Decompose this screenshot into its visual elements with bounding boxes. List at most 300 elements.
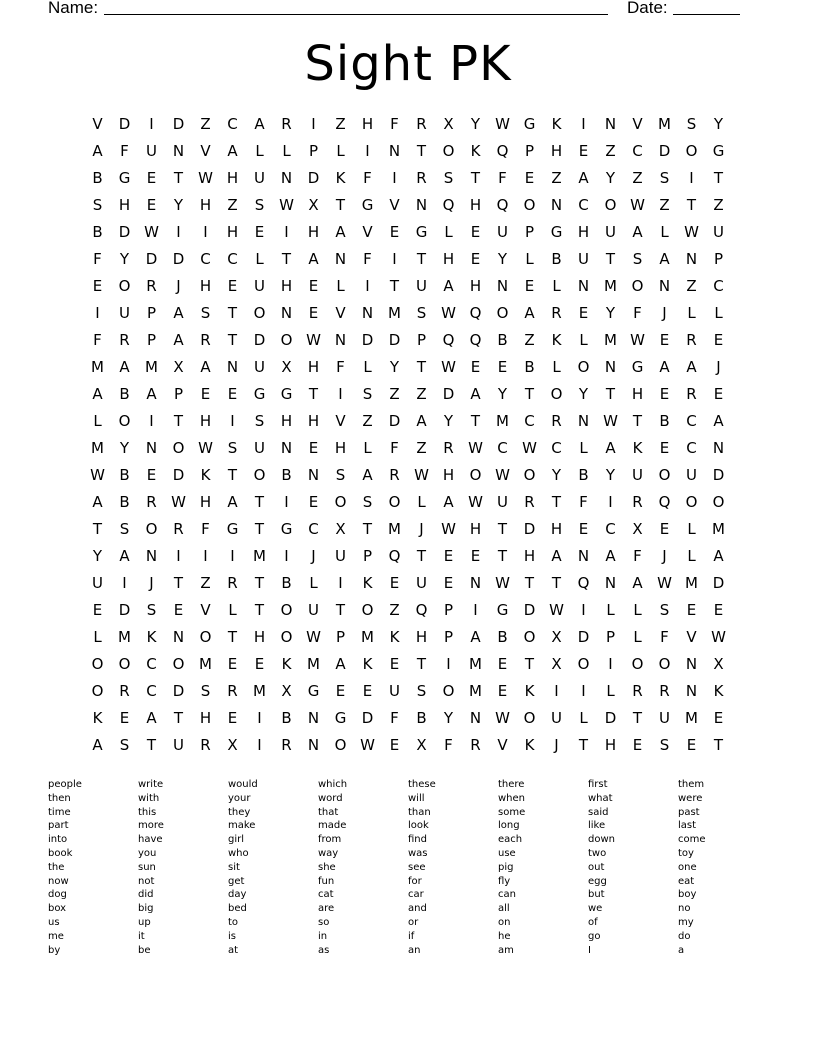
word-list-item: girl (228, 834, 245, 846)
date-field-line[interactable] (673, 14, 740, 15)
grid-letter: M (388, 520, 401, 538)
grid-letter: K (524, 682, 535, 700)
grid-letter: J (662, 547, 667, 565)
grid-letter: K (281, 655, 292, 673)
grid-letter: W (144, 223, 159, 241)
grid-letter: E (389, 655, 400, 673)
grid-letter: E (119, 709, 130, 727)
grid-letter: C (686, 412, 697, 430)
grid-letter: X (551, 628, 562, 646)
word-list-item: past (678, 806, 700, 818)
grid-letter: C (146, 655, 157, 673)
grid-letter: G (496, 601, 509, 619)
grid-letter: R (227, 574, 238, 592)
grid-letter: E (632, 736, 643, 754)
grid-letter: I (689, 169, 694, 187)
grid-letter: O (523, 628, 536, 646)
word-list-item: from (318, 834, 342, 846)
grid-letter: T (578, 736, 589, 754)
word-list-item: more (138, 820, 164, 832)
grid-row (84, 543, 732, 570)
grid-letter: T (632, 412, 643, 430)
grid-row (84, 516, 732, 543)
grid-letter: E (92, 277, 103, 295)
grid-letter: H (226, 169, 239, 187)
grid-letter: A (119, 547, 130, 565)
grid-letter: U (497, 493, 508, 511)
grid-letter: K (146, 628, 157, 646)
grid-letter: E (308, 277, 319, 295)
grid-letter: N (577, 547, 590, 565)
grid-letter: T (281, 250, 292, 268)
word-list-item: made (318, 820, 347, 832)
grid-letter: P (443, 601, 454, 619)
word-list-item: sun (138, 861, 156, 873)
grid-letter: M (361, 628, 374, 646)
header (48, 0, 748, 20)
word-list-column (408, 778, 498, 957)
word-list-item: part (48, 820, 69, 832)
grid-letter: H (361, 115, 374, 133)
grid-letter: L (282, 142, 291, 160)
word-list-item: then (48, 792, 71, 804)
grid-letter: I (365, 277, 370, 295)
grid-letter: X (281, 358, 292, 376)
grid-letter: I (581, 115, 586, 133)
grid-letter: C (146, 682, 157, 700)
grid-letter: U (119, 304, 130, 322)
grid-letter: L (336, 277, 345, 295)
grid-letter: S (200, 304, 211, 322)
grid-letter: O (685, 142, 698, 160)
grid-letter: A (92, 142, 103, 160)
grid-letter: E (254, 655, 265, 673)
word-list-item: would (228, 779, 258, 790)
word-list-item: like (588, 820, 606, 832)
word-list-item: in (318, 930, 328, 942)
grid-letter: H (253, 628, 266, 646)
grid-letter: Q (469, 304, 482, 322)
grid-letter: O (523, 709, 536, 727)
grid-letter: W (603, 412, 618, 430)
grid-letter: I (554, 682, 559, 700)
grid-letter: L (606, 601, 615, 619)
word-list-item: write (138, 779, 164, 790)
word-list-item: for (408, 875, 422, 887)
grid-letter: E (497, 358, 508, 376)
grid-letter: C (551, 439, 562, 457)
grid-letter: Q (442, 196, 455, 214)
grid-letter: L (363, 439, 372, 457)
grid-letter: A (659, 358, 670, 376)
grid-letter: H (523, 547, 536, 565)
grid-letter: A (578, 169, 589, 187)
word-list-item: them (678, 779, 705, 790)
grid-letter: L (687, 547, 696, 565)
grid-letter: S (632, 250, 643, 268)
grid-letter: S (119, 520, 130, 538)
grid-letter: H (199, 709, 212, 727)
word-list-item: that (318, 806, 339, 818)
grid-letter: T (227, 304, 238, 322)
word-list-item: he (498, 930, 511, 942)
grid-letter: I (95, 304, 100, 322)
grid-letter: N (685, 250, 698, 268)
grid-letter: F (390, 115, 399, 133)
grid-letter: R (416, 115, 427, 133)
grid-letter: L (417, 493, 426, 511)
grid-letter: E (443, 574, 454, 592)
grid-letter: Y (119, 439, 130, 457)
grid-letter: B (281, 466, 292, 484)
grid-letter: Z (713, 196, 724, 214)
word-list-item: as (318, 944, 330, 956)
grid-letter: Z (335, 115, 346, 133)
grid-letter: M (685, 574, 698, 592)
grid-letter: N (415, 196, 428, 214)
word-list-item: can (498, 889, 516, 901)
grid-letter: S (686, 115, 697, 133)
grid-letter: R (146, 277, 157, 295)
grid-letter: G (253, 385, 266, 403)
grid-letter: E (470, 547, 481, 565)
word-list-item: boy (678, 889, 697, 901)
date-label: Date: (627, 0, 668, 17)
word-list-item: sit (228, 861, 240, 873)
grid-letter: N (388, 142, 401, 160)
grid-row (84, 192, 732, 219)
word-list-column (228, 778, 318, 957)
grid-row (84, 705, 732, 732)
grid-letter: T (227, 466, 238, 484)
grid-letter: I (311, 115, 316, 133)
word-list-item: fun (318, 875, 335, 887)
grid-letter: A (227, 493, 238, 511)
grid-letter: E (389, 736, 400, 754)
grid-letter: H (118, 196, 131, 214)
name-label: Name: (48, 0, 99, 17)
grid-letter: X (551, 655, 562, 673)
grid-letter: D (172, 682, 185, 700)
grid-letter: L (255, 250, 264, 268)
grid-letter: R (389, 466, 400, 484)
grid-letter: T (254, 520, 265, 538)
word-list-item: egg (588, 875, 607, 887)
grid-letter: R (632, 682, 643, 700)
grid-letter: Z (362, 412, 373, 430)
grid-letter: U (254, 169, 265, 187)
grid-letter: R (551, 412, 562, 430)
grid-letter: M (91, 439, 104, 457)
grid-letter: U (335, 547, 346, 565)
grid-letter: N (361, 304, 374, 322)
word-list-item: book (48, 847, 73, 859)
grid-letter: O (253, 466, 266, 484)
grid-letter: N (226, 358, 239, 376)
grid-letter: I (392, 250, 397, 268)
grid-letter: Y (713, 115, 724, 133)
word-list-item: did (138, 889, 154, 901)
grid-letter: F (363, 169, 372, 187)
grid-letter: T (605, 250, 616, 268)
grid-row (84, 111, 732, 138)
word-list-item: last (678, 820, 697, 832)
grid-letter: T (227, 331, 238, 349)
grid-letter: O (280, 601, 293, 619)
grid-letter: U (416, 574, 427, 592)
grid-letter: D (388, 412, 401, 430)
grid-letter: I (257, 736, 262, 754)
grid-letter: F (336, 358, 345, 376)
grid-letter: T (497, 520, 508, 538)
word-list-column (318, 778, 408, 957)
grid-letter: X (713, 655, 724, 673)
grid-letter: N (307, 709, 320, 727)
grid-letter: K (92, 709, 103, 727)
word-list-item: some (498, 806, 526, 818)
grid-letter: Q (388, 547, 401, 565)
grid-letter: I (203, 223, 208, 241)
grid-letter: E (227, 385, 238, 403)
grid-letter: K (362, 655, 373, 673)
grid-row (84, 219, 732, 246)
grid-letter: F (633, 547, 642, 565)
grid-letter: E (470, 250, 481, 268)
grid-letter: A (173, 304, 184, 322)
grid-letter: I (230, 547, 235, 565)
grid-letter: A (551, 547, 562, 565)
grid-letter: C (200, 250, 211, 268)
grid-letter: X (173, 358, 184, 376)
grid-letter: Y (497, 250, 508, 268)
grid-letter: O (469, 466, 482, 484)
grid-letter: O (685, 493, 698, 511)
grid-letter: R (524, 493, 535, 511)
grid-letter: U (713, 223, 724, 241)
grid-letter: A (605, 547, 616, 565)
grid-letter: N (145, 547, 158, 565)
grid-letter: C (713, 277, 724, 295)
grid-letter: A (416, 412, 427, 430)
grid-letter: O (577, 358, 590, 376)
word-list-item: so (318, 916, 330, 928)
grid-letter: H (415, 628, 428, 646)
grid-letter: B (497, 331, 508, 349)
grid-letter: N (307, 466, 320, 484)
grid-letter: O (523, 466, 536, 484)
word-list-item: be (138, 944, 151, 956)
grid-letter: T (146, 736, 157, 754)
grid-letter: B (92, 223, 103, 241)
grid-letter: Y (119, 250, 130, 268)
grid-letter: A (92, 493, 103, 511)
grid-letter: C (578, 196, 589, 214)
grid-letter: E (443, 547, 454, 565)
grid-letter: F (390, 439, 399, 457)
grid-letter: A (335, 655, 346, 673)
grid-letter: R (551, 304, 562, 322)
grid-letter: X (632, 520, 643, 538)
grid-letter: L (255, 142, 264, 160)
grid-row (84, 408, 732, 435)
word-list-item: my (678, 916, 694, 928)
grid-letter: T (92, 520, 103, 538)
grid-letter: S (254, 196, 265, 214)
word-list-item: what (588, 792, 613, 804)
grid-letter: V (497, 736, 508, 754)
grid-letter: M (118, 628, 131, 646)
word-list-item: box (48, 903, 67, 915)
grid-letter: B (551, 250, 562, 268)
grid-letter: N (334, 250, 347, 268)
grid-letter: N (685, 655, 698, 673)
word-list-item: an (408, 944, 421, 956)
grid-letter: W (495, 574, 510, 592)
grid-row (84, 327, 732, 354)
grid-letter: T (524, 385, 535, 403)
grid-letter: A (92, 736, 103, 754)
grid-letter: Q (496, 196, 509, 214)
word-list-item: look (408, 820, 429, 832)
grid-letter: O (118, 412, 131, 430)
grid-letter: N (658, 277, 671, 295)
grid-letter: Y (92, 547, 103, 565)
grid-letter: H (550, 142, 563, 160)
grid-letter: W (495, 709, 510, 727)
grid-letter: Y (605, 169, 616, 187)
grid-letter: S (254, 412, 265, 430)
grid-letter: M (145, 358, 158, 376)
grid-letter: D (172, 250, 185, 268)
grid-letter: E (659, 520, 670, 538)
grid-letter: I (473, 601, 478, 619)
grid-letter: A (632, 574, 643, 592)
grid-letter: M (199, 655, 212, 673)
word-list-item: come (678, 834, 706, 846)
grid-letter: T (416, 655, 427, 673)
grid-letter: L (687, 304, 696, 322)
grid-letter: L (309, 574, 318, 592)
grid-letter: A (362, 466, 373, 484)
grid-letter: C (632, 142, 643, 160)
grid-letter: D (712, 466, 725, 484)
grid-letter: N (172, 628, 185, 646)
grid-letter: O (712, 493, 725, 511)
grid-letter: L (579, 331, 588, 349)
grid-letter: W (657, 574, 672, 592)
grid-row (84, 462, 732, 489)
grid-letter: N (469, 709, 482, 727)
grid-letter: A (308, 250, 319, 268)
grid-letter: Q (415, 601, 428, 619)
grid-letter: G (361, 196, 374, 214)
grid-letter: T (254, 493, 265, 511)
grid-letter: S (200, 682, 211, 700)
grid-letter: V (335, 304, 346, 322)
grid-letter: T (254, 601, 265, 619)
word-list-item: were (678, 792, 703, 804)
word-list-item: she (318, 861, 336, 873)
grid-letter: X (281, 682, 292, 700)
grid-letter: C (524, 412, 535, 430)
grid-letter: O (334, 736, 347, 754)
grid-letter: N (604, 574, 617, 592)
grid-letter: M (388, 304, 401, 322)
word-list-item: see (408, 861, 426, 873)
grid-letter: G (280, 520, 293, 538)
word-list-item: than (408, 806, 431, 818)
grid-letter: Y (605, 304, 616, 322)
grid-letter: C (227, 250, 238, 268)
grid-letter: P (308, 142, 319, 160)
grid-letter: G (631, 358, 644, 376)
grid-letter: O (361, 601, 374, 619)
grid-letter: C (227, 115, 238, 133)
grid-letter: W (711, 628, 726, 646)
grid-letter: I (284, 547, 289, 565)
word-list-item: said (588, 806, 609, 818)
grid-letter: Z (416, 385, 427, 403)
grid-letter: E (578, 142, 589, 160)
grid-letter: S (362, 385, 373, 403)
grid-letter: E (659, 439, 670, 457)
grid-letter: H (442, 250, 455, 268)
grid-letter: D (118, 115, 131, 133)
grid-letter: P (713, 250, 724, 268)
grid-letter: K (362, 574, 373, 592)
grid-letter: H (550, 520, 563, 538)
grid-letter: Q (496, 142, 509, 160)
word-list-item: two (588, 847, 607, 859)
grid-letter: I (608, 655, 613, 673)
grid-letter: H (631, 385, 644, 403)
grid-letter: U (416, 277, 427, 295)
grid-row (84, 597, 732, 624)
grid-letter: E (524, 277, 535, 295)
grid-letter: T (308, 385, 319, 403)
grid-letter: Z (200, 574, 211, 592)
grid-letter: F (633, 304, 642, 322)
grid-letter: Z (227, 196, 238, 214)
grid-letter: O (199, 628, 212, 646)
grid-letter: I (257, 709, 262, 727)
grid-letter: O (658, 655, 671, 673)
grid-letter: Q (658, 493, 671, 511)
word-list-item: is (228, 930, 236, 942)
grid-letter: E (686, 601, 697, 619)
grid-letter: V (686, 628, 697, 646)
grid-row (84, 300, 732, 327)
grid-letter: U (686, 466, 697, 484)
grid-letter: S (659, 601, 670, 619)
name-field-line[interactable] (104, 14, 608, 15)
grid-letter: I (581, 682, 586, 700)
grid-letter: R (146, 493, 157, 511)
grid-letter: R (443, 439, 454, 457)
grid-letter: W (441, 304, 456, 322)
grid-letter: E (524, 169, 535, 187)
word-list-item: your (228, 792, 251, 804)
grid-letter: T (416, 547, 427, 565)
grid-letter: R (281, 115, 292, 133)
grid-letter: I (122, 574, 127, 592)
grid-letter: X (416, 736, 427, 754)
word-list-item: will (408, 792, 425, 804)
grid-row (84, 651, 732, 678)
grid-letter: N (145, 439, 158, 457)
grid-letter: K (551, 331, 562, 349)
grid-letter: T (416, 250, 427, 268)
